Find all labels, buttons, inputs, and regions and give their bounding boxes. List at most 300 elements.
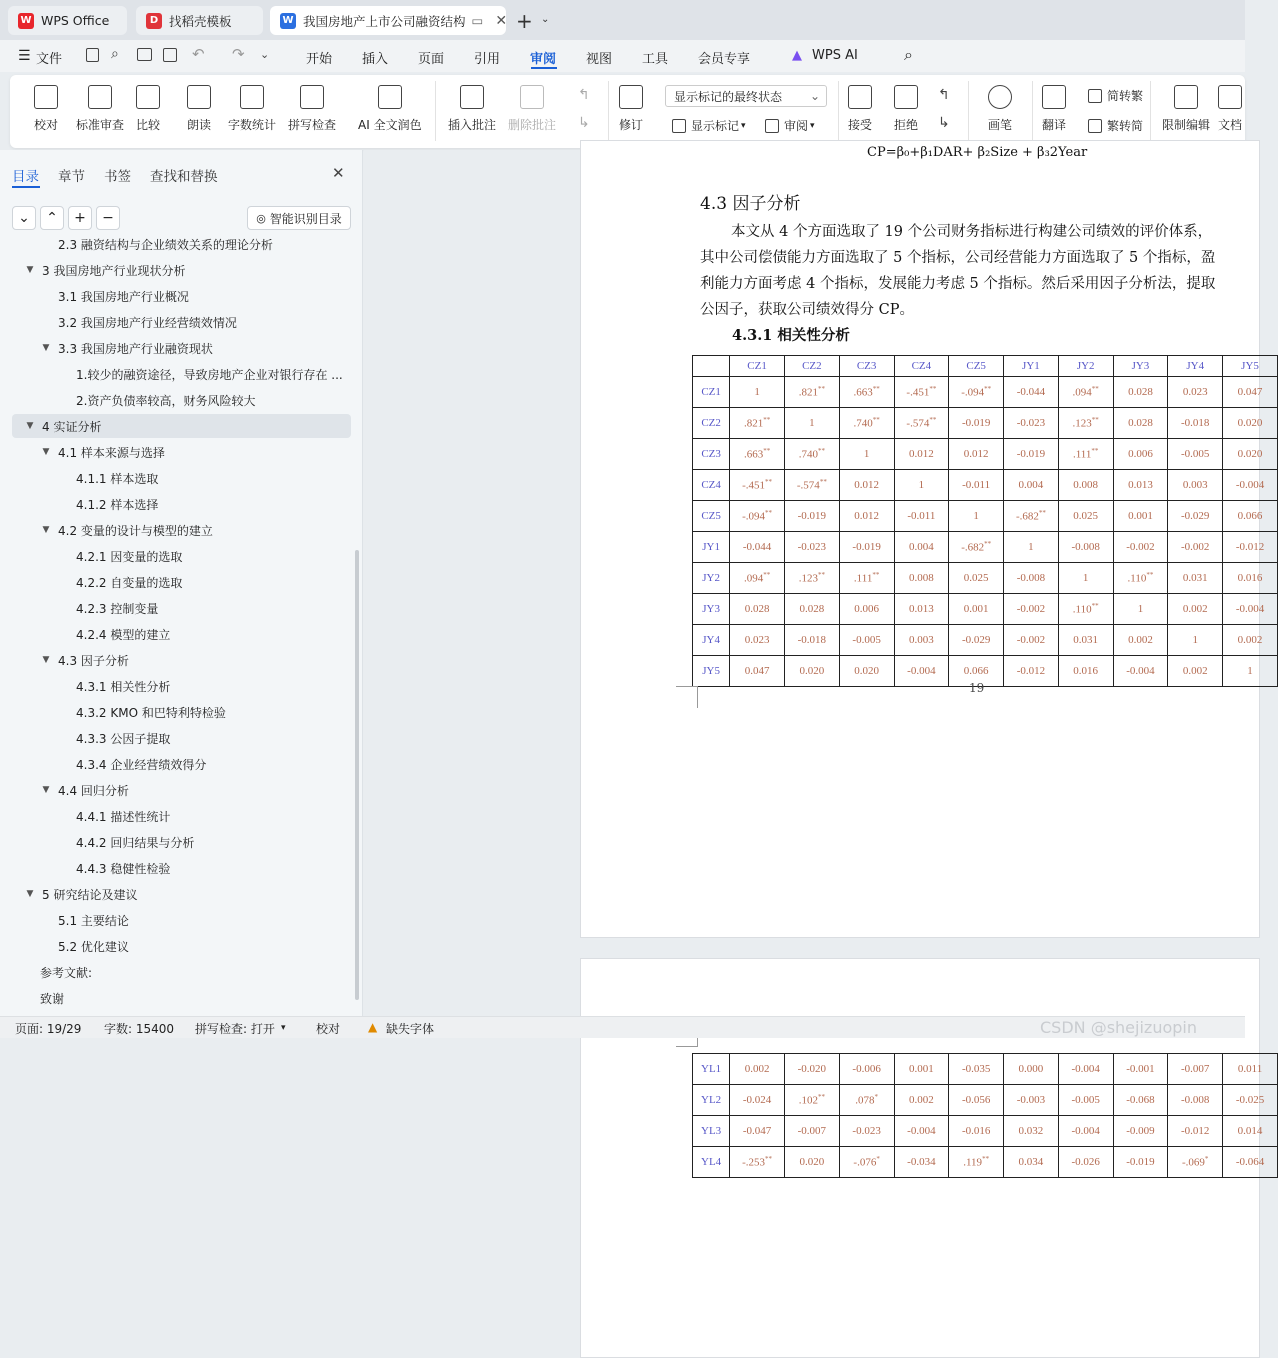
missing-font-status[interactable]: 缺失字体 — [386, 1022, 435, 1036]
toc-item-label: 4.4 回归分析 — [58, 783, 129, 798]
table-row — [693, 439, 1278, 470]
markup-display-select[interactable]: 显示标记的最终状态 ⌄ — [665, 85, 827, 107]
table-cell: .740** — [784, 439, 839, 470]
toc-item[interactable] — [24, 882, 355, 906]
table-cell: -0.012 — [1168, 1116, 1223, 1147]
table-cell: YL2 — [693, 1085, 730, 1116]
toc-item-label: 4.1.1 样本选取 — [76, 471, 159, 486]
toc-item-label: 4.3.2 KMO 和巴特利特检验 — [76, 705, 226, 720]
table-cell: 0.066 — [1223, 501, 1278, 532]
standard-review-button[interactable]: 标准审查 — [76, 85, 124, 133]
table-cell: 0.023 — [730, 625, 785, 656]
table-row — [693, 625, 1278, 656]
table-cell: 0.020 — [784, 1147, 839, 1178]
table-cell: -0.034 — [894, 1147, 949, 1178]
read-aloud-button[interactable]: 朗读 — [187, 85, 211, 133]
document-check-icon — [88, 85, 112, 109]
table-cell: CZ2 — [693, 408, 730, 439]
table-cell: .123** — [784, 563, 839, 594]
docer-icon: D — [146, 13, 162, 29]
save-icon[interactable] — [86, 48, 99, 62]
column-header: CZ5 — [949, 356, 1004, 377]
more-quick-icon[interactable]: ⌄ — [260, 48, 270, 61]
table-cell: 0.032 — [1004, 1116, 1059, 1147]
table-cell: 0.002 — [1223, 625, 1278, 656]
expand-arrow-icon[interactable]: ▼ — [26, 889, 34, 899]
table-cell: CZ5 — [693, 501, 730, 532]
toc-item[interactable] — [76, 622, 355, 646]
word-count[interactable]: 字数: 15400 — [104, 1022, 175, 1036]
table-cell: JY5 — [693, 656, 730, 687]
collapse-down-button[interactable] — [12, 206, 36, 230]
word-count-icon — [240, 85, 264, 109]
section-heading: 4.3 因子分析 — [700, 194, 801, 214]
toc-item[interactable] — [76, 492, 355, 516]
proofread-button[interactable]: 校对 — [34, 85, 58, 133]
table-cell: 0.008 — [894, 563, 949, 594]
menu-reference[interactable]: 引用 — [474, 52, 501, 67]
table-cell: -.682** — [1004, 501, 1059, 532]
table-cell: CZ4 — [693, 470, 730, 501]
monitor-icon[interactable]: ▭ — [471, 13, 484, 28]
table-cell: 0.013 — [894, 594, 949, 625]
table-cell: .102** — [784, 1085, 839, 1116]
table-cell: JY1 — [693, 532, 730, 563]
smart-toc-button[interactable]: ◎ 智能识别目录 — [247, 206, 351, 230]
table-cell: -0.008 — [1004, 563, 1059, 594]
toc-item[interactable] — [76, 830, 355, 854]
toc-item-label: 4.2 变量的设计与模型的建立 — [58, 523, 213, 538]
menu-wps-ai[interactable]: WPS AI — [812, 48, 858, 63]
toc-item-label: 4.1 样本来源与选择 — [58, 445, 165, 460]
minus-icon: − — [102, 210, 114, 226]
table-cell: -.574** — [784, 470, 839, 501]
table-cell: -0.005 — [839, 625, 894, 656]
table-cell: 0.012 — [839, 470, 894, 501]
compare-icon — [136, 85, 160, 109]
table-cell: 1 — [1004, 532, 1059, 563]
toc-item[interactable] — [58, 310, 355, 334]
table-cell: -0.023 — [1004, 408, 1059, 439]
table-cell: 0.012 — [949, 439, 1004, 470]
accept-button[interactable]: 接受 — [848, 85, 872, 133]
add-heading-button[interactable] — [68, 206, 92, 230]
table-cell: 0.014 — [1223, 1116, 1278, 1147]
table-cell: -0.016 — [949, 1116, 1004, 1147]
toc-item-label: 2.资产负债率较高，财务风险较大 — [76, 393, 256, 408]
table-cell: 0.013 — [1113, 470, 1168, 501]
table-cell: 0.031 — [1058, 625, 1113, 656]
table-cell: .094** — [730, 563, 785, 594]
toc-item[interactable] — [58, 232, 355, 256]
menu-review[interactable]: 审阅 — [530, 52, 557, 67]
column-header: JY2 — [1058, 356, 1113, 377]
warning-icon: ▲ — [368, 1020, 378, 1034]
review-pane-button[interactable]: 审阅 ▾ — [765, 117, 815, 134]
toc-item-label: 3.1 我国房地产行业概况 — [58, 289, 189, 304]
menu-page[interactable]: 页面 — [418, 52, 445, 67]
tab-find-replace[interactable]: 查找和替换 — [150, 169, 218, 185]
paragraph-line: 本文从 4 个方面选取了 19 个公司财务指标进行构建公司绩效的评价体系， — [731, 224, 1213, 240]
formula-line: CP=β₀+β₁DAR+ β₂Size + β₃2Year — [867, 145, 1088, 160]
table-row — [693, 470, 1278, 501]
tab-chapters[interactable]: 章节 — [58, 169, 85, 185]
show-markup-button[interactable]: 显示标记 ▾ — [672, 117, 746, 134]
toc-item[interactable] — [40, 440, 355, 464]
table-cell: 0.006 — [839, 594, 894, 625]
toc-item[interactable] — [40, 960, 355, 984]
toc-item-label: 4.3 因子分析 — [58, 653, 129, 668]
toc-item[interactable] — [24, 258, 355, 282]
next-change-icon[interactable]: ↳ — [938, 115, 950, 131]
table-cell: -0.064 — [1223, 1147, 1278, 1178]
document-more-button[interactable]: 文档 — [1218, 85, 1242, 133]
revise-button[interactable]: 修订 — [619, 85, 643, 133]
menu-file[interactable]: 文件 — [36, 52, 63, 67]
expand-arrow-icon[interactable]: ▼ — [42, 447, 50, 457]
toc-item[interactable] — [76, 726, 355, 750]
ribbon-divider — [608, 81, 609, 141]
show-markup-icon — [672, 119, 686, 133]
proof-status[interactable]: 校对 — [316, 1022, 341, 1036]
table-cell: 1 — [730, 377, 785, 408]
toc-item[interactable] — [40, 648, 355, 672]
table-cell: -0.025 — [1223, 1085, 1278, 1116]
table-cell: -.076* — [839, 1147, 894, 1178]
comment-add-icon — [460, 85, 484, 109]
table-cell: -0.007 — [1168, 1054, 1223, 1085]
table-cell: YL1 — [693, 1054, 730, 1085]
toc-item[interactable] — [58, 934, 355, 958]
table-cell: -.682** — [949, 532, 1004, 563]
table-cell: -0.012 — [1004, 656, 1059, 687]
table-cell: .078* — [839, 1085, 894, 1116]
table-cell: .740** — [839, 408, 894, 439]
table-cell: 0.004 — [1004, 470, 1059, 501]
expand-arrow-icon[interactable]: ▼ — [42, 525, 50, 535]
toc-item-label: 4.2.1 因变量的选取 — [76, 549, 183, 564]
table-cell: -0.012 — [1223, 532, 1278, 563]
to-traditional-button[interactable]: 简转繁 — [1088, 87, 1143, 104]
table-cell: 0.016 — [1058, 656, 1113, 687]
table-cell: -0.006 — [839, 1054, 894, 1085]
toc-item-label: 4.3.3 公因子提取 — [76, 731, 171, 746]
table-cell: .663** — [730, 439, 785, 470]
toc-item[interactable] — [12, 414, 351, 438]
table-cell: 1 — [1223, 656, 1278, 687]
table-cell: -0.004 — [1223, 470, 1278, 501]
table-row — [693, 408, 1278, 439]
pen-button[interactable]: 画笔 — [988, 85, 1012, 133]
spell-check-button[interactable]: 拼写检查 — [288, 85, 336, 133]
table-cell: 0.047 — [1223, 377, 1278, 408]
convert-icon — [1088, 89, 1102, 103]
ai-polish-button[interactable]: AI 全文润色 — [358, 85, 422, 133]
table-cell: -0.004 — [1058, 1116, 1113, 1147]
chevron-up-icon: ⌃ — [46, 210, 58, 226]
menu-insert[interactable]: 插入 — [362, 52, 389, 67]
table-cell: -.094** — [730, 501, 785, 532]
toc-item[interactable] — [58, 908, 355, 932]
document-icon — [1218, 85, 1242, 109]
table-cell: -0.044 — [730, 532, 785, 563]
hamburger-icon[interactable]: ☰ — [18, 48, 31, 64]
menu-member[interactable]: 会员专享 — [698, 52, 751, 67]
table-row — [693, 1116, 1278, 1147]
tab-bookmarks[interactable]: 书签 — [104, 169, 131, 185]
print-icon[interactable] — [137, 48, 152, 61]
proofread-icon — [34, 85, 58, 109]
navigation-pane — [0, 150, 363, 1016]
review-ribbon — [10, 75, 1245, 148]
menu-tools[interactable]: 工具 — [642, 52, 669, 67]
to-simplified-button[interactable]: 繁转简 — [1088, 117, 1143, 134]
toc-item-label: 4.3.4 企业经营绩效得分 — [76, 757, 207, 772]
table-cell: 0.002 — [1168, 656, 1223, 687]
toc-item-label: 4.2.3 控制变量 — [76, 601, 159, 616]
toc-item-label: 4.2.4 模型的建立 — [76, 627, 171, 642]
reject-button[interactable]: 拒绝 — [894, 85, 918, 133]
ribbon-divider — [1032, 81, 1033, 141]
toc-item-label: 3.3 我国房地产行业融资现状 — [58, 341, 213, 356]
table-row — [693, 1054, 1278, 1085]
delete-comment-button[interactable]: 删除批注 — [508, 85, 556, 133]
wps-logo-icon: W — [18, 13, 34, 29]
remove-heading-button[interactable] — [96, 206, 120, 230]
wps-ai-icon: ▲ — [792, 48, 802, 63]
table-cell: -0.029 — [1168, 501, 1223, 532]
column-header: CZ3 — [839, 356, 894, 377]
table-cell: JY2 — [693, 563, 730, 594]
table-cell: -0.005 — [1168, 439, 1223, 470]
table-cell: -.451** — [894, 377, 949, 408]
redo-icon[interactable]: ↷ — [232, 45, 245, 63]
table-cell: JY4 — [693, 625, 730, 656]
reject-icon — [894, 85, 918, 109]
compare-button[interactable]: 比较 — [136, 85, 160, 133]
table-cell: -0.009 — [1113, 1116, 1168, 1147]
table-cell: 0.003 — [894, 625, 949, 656]
word-doc-icon: W — [280, 13, 296, 29]
table-cell: -.094** — [949, 377, 1004, 408]
table-cell: 0.028 — [1113, 377, 1168, 408]
table-row — [693, 1147, 1278, 1178]
toc-item[interactable] — [58, 284, 355, 308]
table-cell: 0.012 — [839, 501, 894, 532]
correlation-table — [692, 355, 1278, 687]
toc-item-label: 5 研究结论及建议 — [42, 887, 138, 902]
search-icon[interactable]: ⌕ — [904, 45, 913, 64]
column-header: CZ4 — [894, 356, 949, 377]
watermark: CSDN @shejizuopin — [1040, 1018, 1197, 1037]
next-comment-icon[interactable]: ↳ — [578, 115, 590, 131]
table-cell: 0.028 — [1113, 408, 1168, 439]
table-cell: -0.019 — [949, 408, 1004, 439]
expand-arrow-icon[interactable]: ▼ — [42, 655, 50, 665]
table-cell: -0.023 — [839, 1116, 894, 1147]
table-cell: -0.007 — [784, 1116, 839, 1147]
toc-item[interactable] — [76, 362, 355, 386]
restrict-edit-button[interactable]: 限制编辑 — [1162, 85, 1210, 133]
ribbon-divider — [968, 81, 969, 141]
print-preview-icon[interactable] — [163, 48, 177, 62]
table-cell: .821** — [730, 408, 785, 439]
comment-delete-icon — [520, 85, 544, 109]
expand-arrow-icon[interactable]: ▼ — [26, 265, 34, 275]
toc-item-label: 4.3.1 相关性分析 — [76, 679, 171, 694]
table-cell: -0.002 — [1004, 625, 1059, 656]
table-row — [693, 377, 1278, 408]
pen-icon — [988, 85, 1012, 109]
table-cell: 0.001 — [949, 594, 1004, 625]
chevron-down-icon: ▾ — [281, 1023, 286, 1033]
spell-check-status[interactable]: 拼写检查: 打开 — [195, 1022, 275, 1036]
table-cell: -0.008 — [1168, 1085, 1223, 1116]
table-cell: 0.034 — [1004, 1147, 1059, 1178]
table-cell: -0.035 — [949, 1054, 1004, 1085]
smart-icon: ◎ — [256, 211, 266, 225]
toc-item-label: 5.1 主要结论 — [58, 913, 129, 928]
toc-item[interactable] — [40, 778, 355, 802]
tab-docer[interactable] — [136, 6, 263, 35]
accept-icon — [848, 85, 872, 109]
table-cell: CZ1 — [693, 377, 730, 408]
close-icon[interactable]: ✕ — [495, 12, 508, 29]
toc-item-label: 3 我国房地产行业现状分析 — [42, 263, 186, 278]
translate-icon — [1042, 85, 1066, 109]
tab-label: 我国房地产上市公司融资结构 — [303, 13, 466, 29]
table-cell: 0.020 — [1223, 408, 1278, 439]
expand-arrow-icon[interactable]: ▼ — [42, 343, 50, 353]
undo-icon[interactable]: ↶ — [192, 45, 205, 63]
table-row — [693, 594, 1278, 625]
table-row — [693, 1085, 1278, 1116]
table-cell: CZ3 — [693, 439, 730, 470]
table-cell: .119** — [949, 1147, 1004, 1178]
menu-start[interactable]: 开始 — [306, 52, 333, 67]
title-tab-bar — [0, 0, 1245, 40]
tab-wps-office[interactable] — [8, 6, 127, 35]
toc-item[interactable] — [40, 518, 355, 542]
toc-item-label: 2.3 融资结构与企业绩效关系的理论分析 — [58, 237, 273, 252]
insert-comment-button[interactable]: 插入批注 — [448, 85, 496, 133]
table-cell: -0.024 — [730, 1085, 785, 1116]
translate-button[interactable]: 翻译 — [1042, 85, 1066, 133]
new-tab-icon[interactable]: + — [516, 9, 533, 33]
table-row — [693, 501, 1278, 532]
page-indicator[interactable]: 页面: 19/29 — [15, 1022, 82, 1036]
table-cell: -0.020 — [784, 1054, 839, 1085]
table-cell: 0.003 — [1168, 470, 1223, 501]
expand-up-button[interactable] — [40, 206, 64, 230]
table-cell: -0.011 — [949, 470, 1004, 501]
toc-item[interactable] — [76, 804, 355, 828]
toc-item-label: 3.2 我国房地产行业经营绩效情况 — [58, 315, 237, 330]
chevron-down-icon[interactable]: ⌄ — [541, 14, 550, 25]
tab-toc[interactable]: 目录 — [12, 169, 39, 185]
tab-document[interactable] — [270, 6, 506, 35]
active-tab-underline — [531, 67, 557, 69]
toc-item-label: 1.较少的融资途径，导致房地产企业对银行存在 ... — [76, 367, 343, 382]
scrollbar-thumb[interactable] — [355, 550, 359, 1000]
lock-doc-icon — [1174, 85, 1198, 109]
table-cell: 0.000 — [1004, 1054, 1059, 1085]
table-cell: YL4 — [693, 1147, 730, 1178]
toc-item[interactable] — [40, 336, 355, 360]
table-cell: 0.001 — [1113, 501, 1168, 532]
table-cell: -0.002 — [1113, 532, 1168, 563]
table-cell: -0.019 — [839, 532, 894, 563]
table-cell: -0.018 — [784, 625, 839, 656]
toc-item[interactable] — [76, 544, 355, 568]
toc-item[interactable] — [76, 700, 355, 724]
prev-change-icon[interactable]: ↰ — [938, 87, 950, 103]
table-cell: 1 — [949, 501, 1004, 532]
toc-item[interactable] — [76, 570, 355, 594]
table-cell: 0.006 — [1113, 439, 1168, 470]
page-number: 19 — [969, 681, 985, 695]
spell-check-icon — [300, 85, 324, 109]
expand-arrow-icon[interactable]: ▼ — [42, 785, 50, 795]
expand-arrow-icon[interactable]: ▼ — [26, 421, 34, 431]
table-cell: -0.002 — [1168, 532, 1223, 563]
column-header: JY3 — [1113, 356, 1168, 377]
close-icon[interactable]: ✕ — [332, 164, 345, 182]
table-cell: 0.011 — [1223, 1054, 1278, 1085]
prev-comment-icon[interactable]: ↰ — [578, 87, 590, 103]
toc-item-label: 4.4.3 稳健性检验 — [76, 861, 171, 876]
toc-item-label: 参考文献: — [40, 965, 93, 980]
share-icon[interactable]: ⌕ — [111, 46, 119, 62]
table-cell: 0.023 — [1168, 377, 1223, 408]
table-cell: 0.002 — [894, 1085, 949, 1116]
table-cell: -0.004 — [894, 656, 949, 687]
table-cell: -0.047 — [730, 1116, 785, 1147]
status-bar — [0, 1016, 1245, 1038]
toc-item[interactable] — [76, 596, 355, 620]
word-count-button[interactable]: 字数统计 — [228, 85, 276, 133]
table-cell: -0.068 — [1113, 1085, 1168, 1116]
table-cell: -0.002 — [1004, 594, 1059, 625]
tab-label: WPS Office — [41, 13, 110, 28]
toc-item-label: 5.2 优化建议 — [58, 939, 129, 954]
toc-item[interactable] — [76, 466, 355, 490]
table-cell: -0.003 — [1004, 1085, 1059, 1116]
menu-view[interactable]: 视图 — [586, 52, 613, 67]
table-cell: .111** — [1058, 439, 1113, 470]
table-cell: .123** — [1058, 408, 1113, 439]
chevron-down-icon: ⌄ — [18, 210, 30, 226]
tab-label: 找稻壳模板 — [169, 13, 232, 29]
toc-item[interactable] — [76, 752, 355, 776]
ribbon-divider — [1150, 81, 1151, 141]
table-cell: -0.008 — [1058, 532, 1113, 563]
toc-item-label: 4.4.1 描述性统计 — [76, 809, 171, 824]
toc-item-label: 4.2.2 自变量的选取 — [76, 575, 183, 590]
table-cell: .111** — [839, 563, 894, 594]
table-row — [693, 532, 1278, 563]
toc-item[interactable] — [40, 986, 355, 1010]
table-cell: -0.011 — [894, 501, 949, 532]
toc-item[interactable] — [76, 674, 355, 698]
toc-item[interactable] — [76, 388, 355, 412]
toc-item[interactable] — [76, 856, 355, 880]
column-header: JY4 — [1168, 356, 1223, 377]
column-header — [693, 356, 730, 377]
table-cell: -0.026 — [1058, 1147, 1113, 1178]
table-cell: 1 — [839, 439, 894, 470]
column-header: CZ2 — [784, 356, 839, 377]
